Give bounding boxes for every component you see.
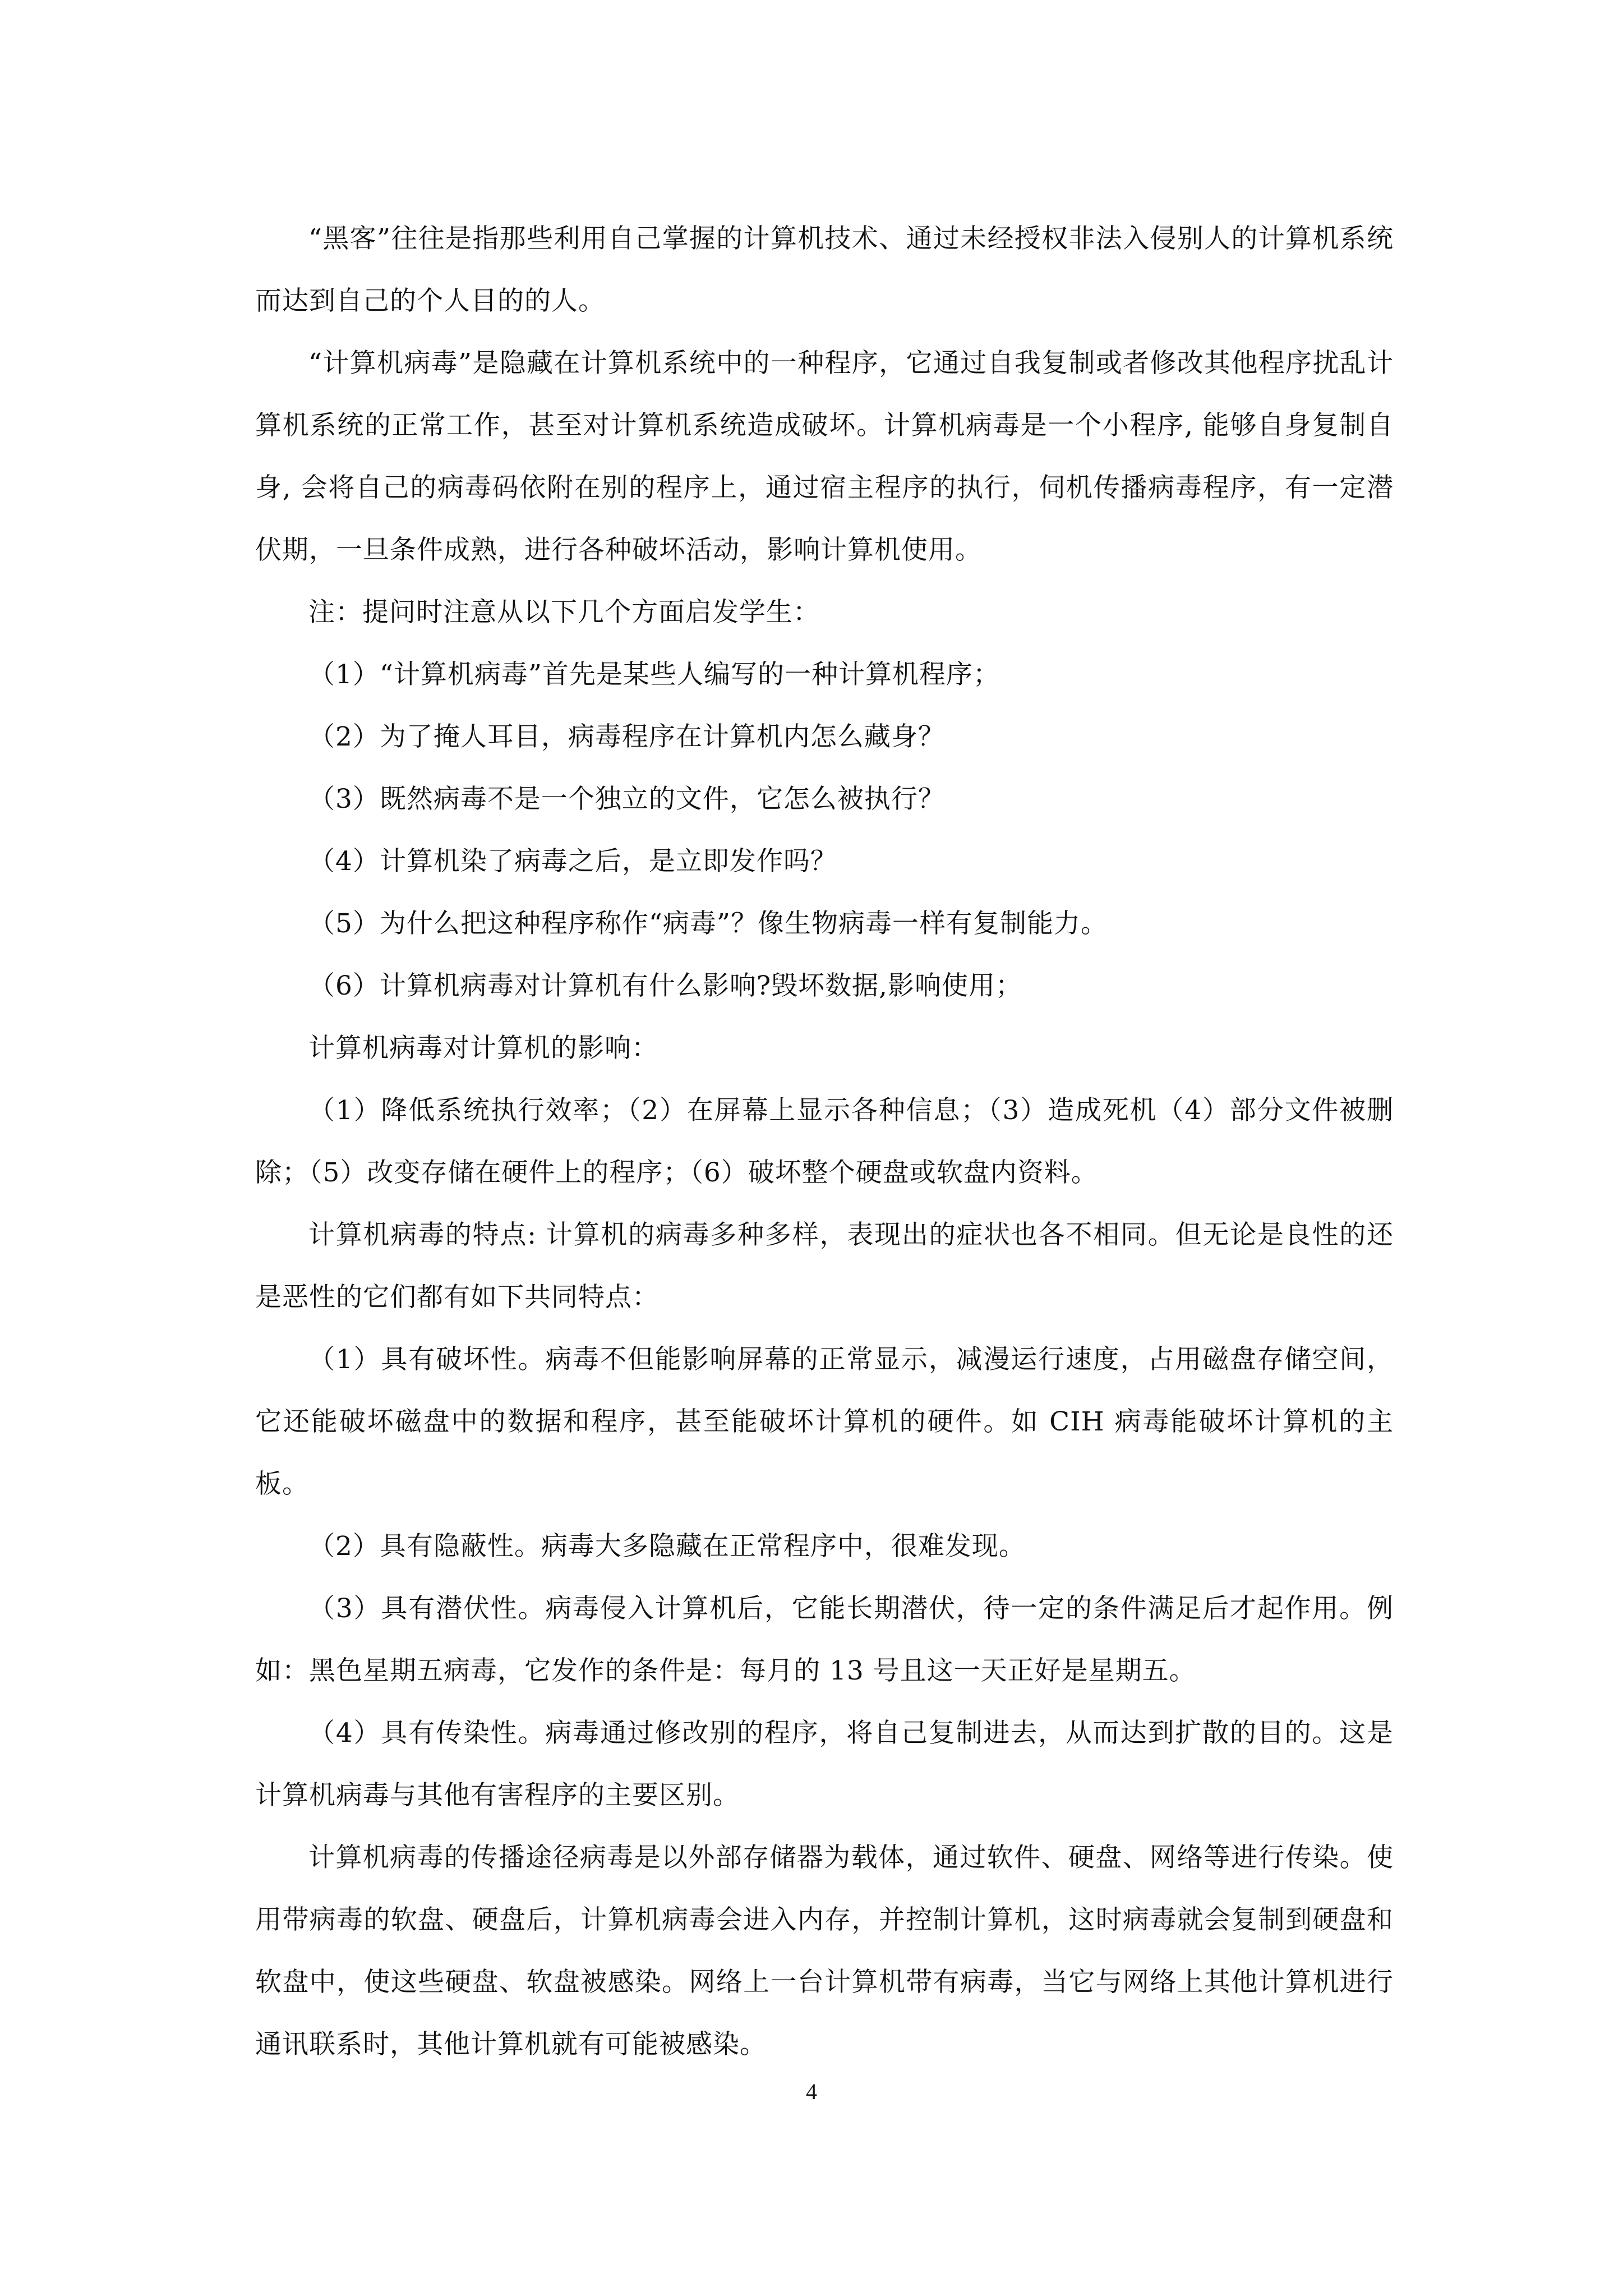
list-item: （3）具有潜伏性。病毒侵入计算机后，它能长期潜伏，待一定的条件满足后才起作用。例如：黑色星期五病毒，它发作的条件是：每月的 13 号且这一天正好是星期五。 xyxy=(255,1593,1394,1686)
paragraph-hacker-definition: “黑客”往往是指那些利用自己掌握的计算机技术、通过未经授权非法入侵别人的计算机系统而达到自己的个人目的的人。 xyxy=(255,223,1394,316)
paragraph-virus-definition: “计算机病毒”是隐藏在计算机系统中的一种程序，它通过自我复制或者修改其他程序扰乱计算机系统的正常工作，甚至对计算机系统造成破坏。计算机病毒是一个小程序, 能够自身复制自身, 会将自己的病毒码依附在别的程序上，通过宿主程序的执行，伺机传播病毒程序，有一定潜伏期，一旦条件成熟，进行各种破坏活动，影响计算机使用。 xyxy=(255,348,1394,565)
paragraph-effects-list: （1）降低系统执行效率；（2）在屏幕上显示各种信息；（3）造成死机（4）部分文件被删除；（5）改变存储在硬件上的程序；（6）破坏整个硬盘或软盘内资料。 xyxy=(255,1095,1394,1188)
list-item: （3）既然病毒不是一个独立的文件，它怎么被执行？ xyxy=(308,784,945,815)
list-item: （2）为了掩人耳目，病毒程序在计算机内怎么藏身？ xyxy=(308,721,945,752)
paragraph-transmission: 计算机病毒的传播途径病毒是以外部存储器为载体，通过软件、硬盘、网络等进行传染。使用带病毒的软盘、硬盘后，计算机病毒会进入内存，并控制计算机，这时病毒就会复制到硬盘和软盘中，使这些硬盘、软盘被感染。网络上一台计算机带有病毒，当它与网络上其他计算机进行通讯联系时，其他计算机就有可能被感染。 xyxy=(255,1842,1394,2060)
paragraph-note: 注：提问时注意从以下几个方面启发学生： xyxy=(308,597,820,628)
list-item: （5）为什么把这种程序称作“病毒”？像生物病毒一样有复制能力。 xyxy=(308,908,1108,939)
paragraph-features-intro: 计算机病毒的特点: 计算机的病毒多种多样，表现出的症状也各不相同。但无论是良性的还是恶性的它们都有如下共同特点： xyxy=(255,1220,1394,1313)
list-item: （1）“计算机病毒”首先是某些人编写的一种计算机程序； xyxy=(308,659,1000,690)
list-item: （6）计算机病毒对计算机有什么影响?毁坏数据,影响使用； xyxy=(308,970,1023,1001)
paragraph-effects-heading: 计算机病毒对计算机的影响： xyxy=(308,1033,658,1064)
list-item: （2）具有隐蔽性。病毒大多隐藏在正常程序中，很难发现。 xyxy=(308,1531,1026,1562)
list-item: （4）具有传染性。病毒通过修改别的程序，将自己复制进去，从而达到扩散的目的。这是计算机病毒与其他有害程序的主要区别。 xyxy=(255,1718,1394,1811)
page-number: 4 xyxy=(806,2079,817,2104)
document-body xyxy=(255,208,1394,2076)
list-item: （4）计算机染了病毒之后，是立即发作吗？ xyxy=(308,846,837,877)
list-item: （1）具有破坏性。病毒不但能影响屏幕的正常显示，减漫运行速度，占用磁盘存储空间，它还能破坏磁盘中的数据和程序，甚至能破坏计算机的硬件。如 CIH 病毒能破坏计算机的主板。 xyxy=(255,1344,1394,1499)
